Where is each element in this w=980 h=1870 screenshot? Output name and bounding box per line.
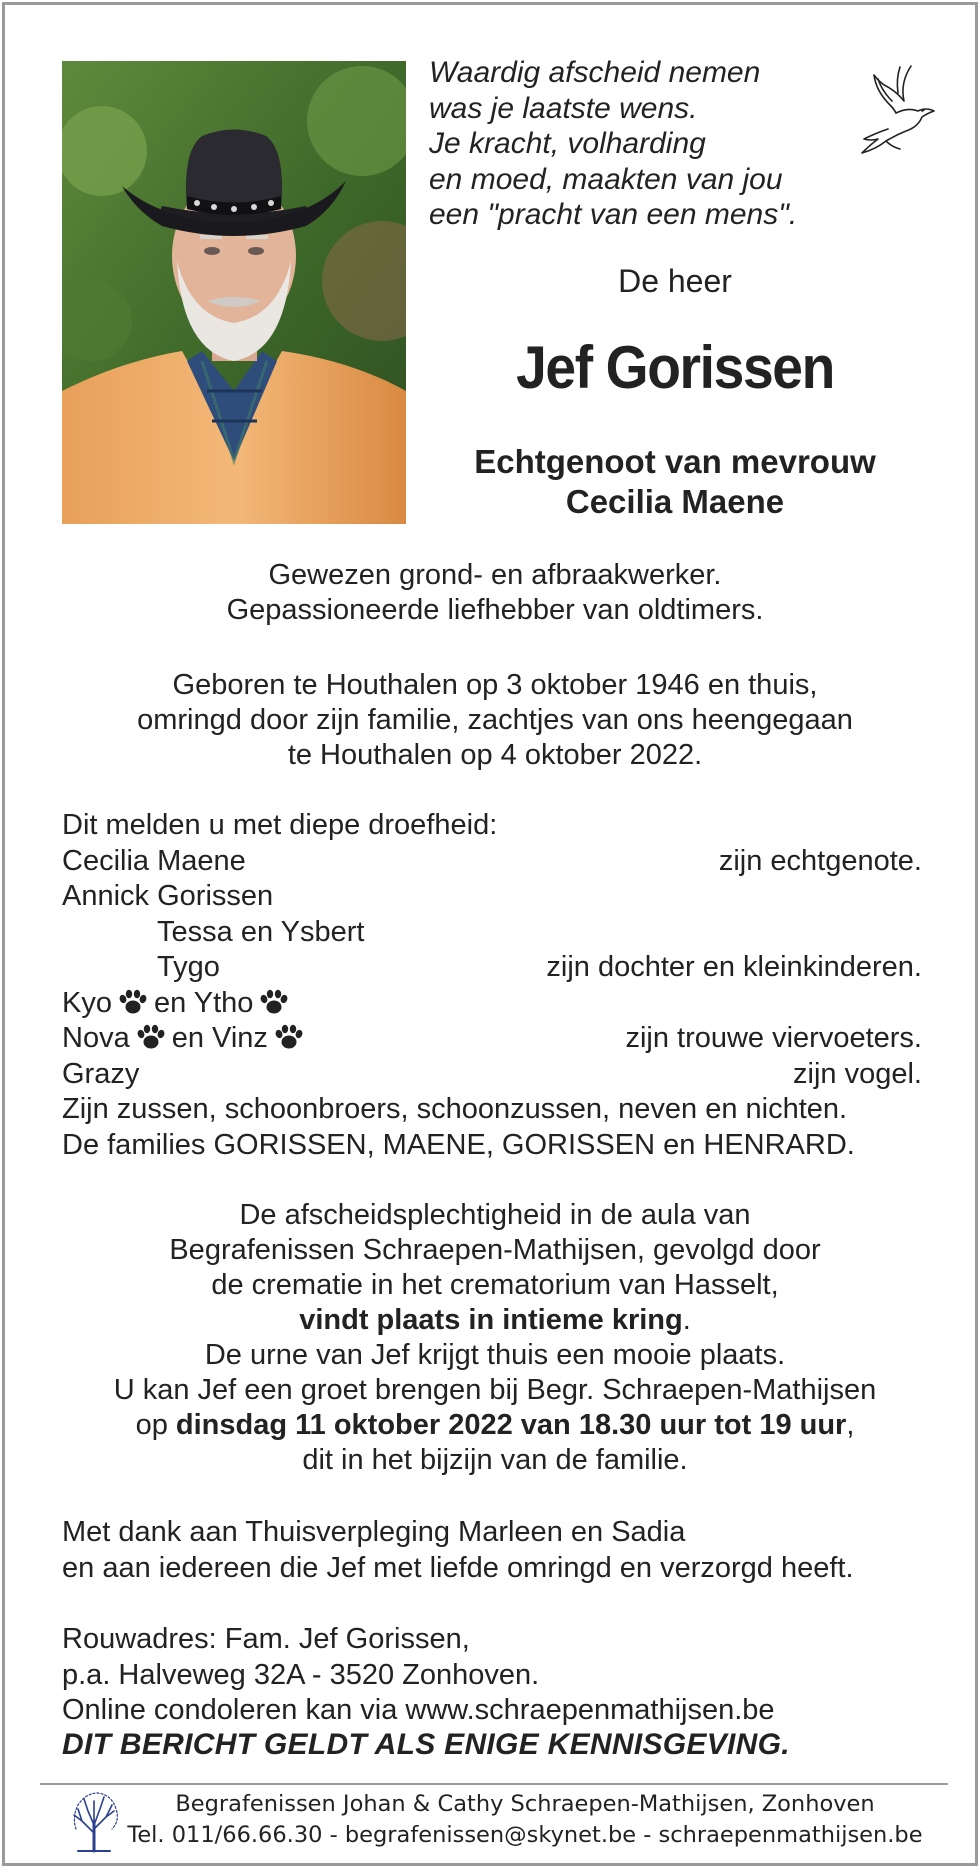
- pet-name: Nova: [62, 1022, 130, 1054]
- thanks: [62, 1515, 854, 1586]
- ceremony-info: [45, 1198, 945, 1478]
- poem-line: een "pracht van een mens".: [429, 198, 798, 231]
- address-line: p.a. Halveweg 32A - 3520 Zonhoven.: [62, 1658, 540, 1691]
- ceremony-line: [45, 1408, 945, 1443]
- pet-name: Kyo: [62, 986, 112, 1019]
- family-member: Tessa en Ysbert: [157, 915, 365, 948]
- ceremony-prefix: op: [135, 1409, 176, 1441]
- family-row: [62, 1092, 922, 1128]
- thanks-line: en aan iedereen die Jef met liefde omringd en verzorgd heeft.: [62, 1551, 854, 1584]
- family-row: [62, 1021, 922, 1057]
- family-member: Tygo: [157, 951, 220, 983]
- ceremony-line: [45, 1303, 945, 1338]
- ceremony-line: De urne van Jef krijgt thuis een mooie plaats.: [204, 1339, 786, 1371]
- family-row: [62, 1057, 922, 1093]
- ceremony-punct: .: [682, 1304, 691, 1336]
- ceremony-punct: ,: [846, 1409, 855, 1441]
- spouse-line: Echtgenoot van mevrouw: [474, 443, 876, 480]
- visit-datetime: dinsdag 11 oktober 2022 van 18.30 uur tot 19 uur: [175, 1409, 847, 1441]
- paw-icon: [274, 1024, 304, 1050]
- family-intro-text: Dit melden u met diepe droefheid:: [62, 809, 498, 841]
- paw-icon: [118, 989, 148, 1015]
- family-intro: [62, 808, 922, 844]
- ceremony-line: dit in het bijzijn van de familie.: [302, 1444, 688, 1476]
- family-row: [62, 986, 922, 1022]
- paw-icon: [136, 1024, 166, 1050]
- divider: [40, 1783, 948, 1785]
- occupation: [45, 558, 945, 628]
- pet-names: [62, 986, 295, 1022]
- paw-icon: [259, 989, 289, 1015]
- address-line: Rouwadres: Fam. Jef Gorissen,: [62, 1623, 470, 1655]
- funeral-home-name: Begrafenissen Johan & Cathy Schraepen-Mathijsen, Zonhoven: [175, 1791, 875, 1817]
- pet-name: Grazy: [62, 1057, 140, 1090]
- ceremony-line: U kan Jef een groet brengen bij Begr. Schraepen-Mathijsen: [113, 1374, 877, 1406]
- poem-line: was je laatste wens.: [429, 91, 698, 125]
- death-notice: [2, 2, 978, 1866]
- family-role: zijn trouwe viervoeters.: [625, 1022, 922, 1054]
- family-member: Annick Gorissen: [62, 880, 274, 912]
- occupation-line: Gewezen grond- en afbraakwerker.: [268, 559, 722, 591]
- spouse-name: Cecilia Maene: [565, 483, 785, 520]
- notice: DIT BERICHT GELDT ALS ENIGE KENNISGEVING.: [62, 1728, 790, 1761]
- ceremony-emphasis: vindt plaats in intieme kring: [299, 1304, 683, 1336]
- family-role: zijn echtgenote.: [718, 844, 922, 877]
- ceremony-line: De afscheidsplechtigheid in de aula van: [239, 1199, 751, 1231]
- ceremony-line: de crematie in het crematorium van Hasselt,: [211, 1269, 779, 1301]
- tree-logo-icon: [68, 1789, 120, 1853]
- birth-line: Geboren te Houthalen op 3 oktober 1946 en thuis,: [172, 669, 818, 701]
- hobby-line: Gepassioneerde liefhebber van oldtimers.: [226, 594, 764, 626]
- poem-line: Waardig afscheid nemen: [429, 56, 761, 89]
- deceased-name: Jef Gorissen: [516, 334, 834, 401]
- birth-line: te Houthalen op 4 oktober 2022.: [287, 739, 703, 771]
- pet-name: en Vinz: [171, 1022, 268, 1054]
- poem: [429, 55, 829, 233]
- family-row: [62, 1128, 922, 1164]
- portrait-photo: [62, 61, 406, 524]
- birth-death-info: [45, 668, 945, 773]
- family-role: zijn vogel.: [793, 1057, 922, 1090]
- family-list: [62, 808, 922, 1163]
- pet-names: [62, 1021, 310, 1057]
- pet-name: en Ytho: [153, 986, 254, 1019]
- thanks-line: Met dank aan Thuisverpleging Marleen en Sadia: [62, 1516, 686, 1548]
- family-row: [62, 950, 922, 986]
- salutation: De heer: [618, 263, 732, 299]
- poem-line: Je kracht, volharding: [429, 127, 706, 160]
- family-row: [62, 915, 922, 951]
- funeral-home-contact: Tel. 011/66.66.30 - begrafenissen@skynet.be - schraepenmathijsen.be: [127, 1822, 923, 1848]
- spouse-info: [405, 442, 945, 522]
- funeral-home-footer: [125, 1789, 925, 1851]
- family-member: Cecilia Maene: [62, 844, 246, 877]
- condolence-link[interactable]: Online condoleren kan via www.schraepenmathijsen.be: [62, 1694, 775, 1726]
- address: [62, 1622, 775, 1729]
- family-row: [62, 879, 922, 915]
- dove-icon: [856, 61, 940, 161]
- families-line: De families GORISSEN, MAENE, GORISSEN en HENRARD.: [62, 1128, 855, 1161]
- family-role: zijn dochter en kleinkinderen.: [546, 951, 922, 983]
- birth-line: omringd door zijn familie, zachtjes van ons heengegaan: [137, 704, 853, 736]
- ceremony-line: Begrafenissen Schraepen-Mathijsen, gevolgd door: [169, 1234, 821, 1266]
- relatives-line: Zijn zussen, schoonbroers, schoonzussen, neven en nichten.: [62, 1093, 848, 1125]
- poem-line: en moed, maakten van jou: [429, 162, 783, 196]
- family-row: [62, 844, 922, 880]
